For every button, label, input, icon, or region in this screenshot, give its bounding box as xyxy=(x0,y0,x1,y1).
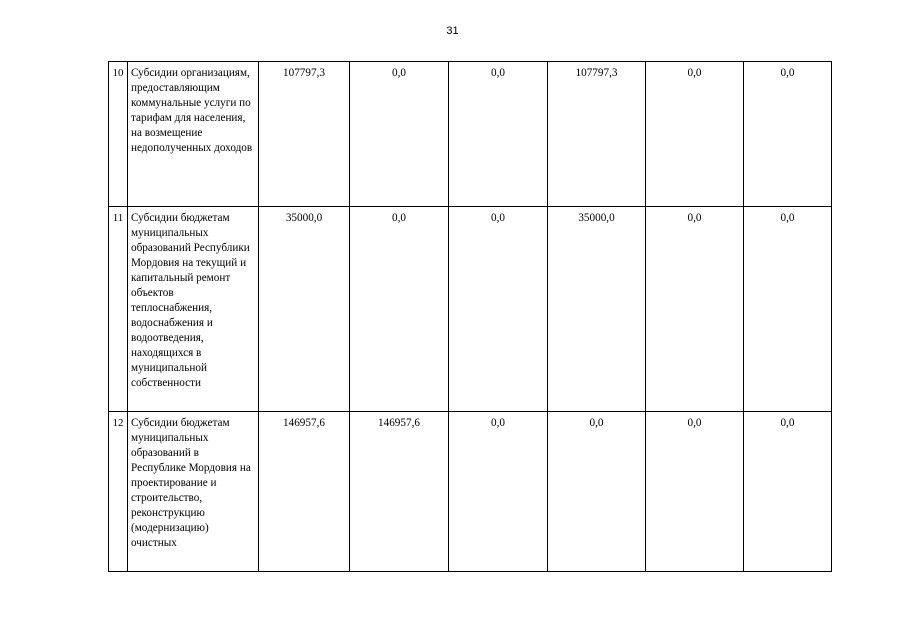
row-description: Субсидии бюджетам муниципальных образований в Республике Мордовия на проектирование и строительство, реконструкцию (модернизацию) очистных xyxy=(128,412,259,572)
value-cell: 0,0 xyxy=(449,62,548,207)
table-row xyxy=(109,412,832,572)
value-cell: 107797,3 xyxy=(259,62,350,207)
row-number: 12 xyxy=(109,412,128,572)
row-description: Субсидии организациям, предоставляющим коммунальные услуги по тарифам для населения, на возмещение недополученных доходов xyxy=(128,62,259,207)
value-cell: 0,0 xyxy=(646,207,744,412)
value-cell: 107797,3 xyxy=(548,62,646,207)
row-number: 11 xyxy=(109,207,128,412)
value-cell: 0,0 xyxy=(744,62,832,207)
value-cell: 35000,0 xyxy=(259,207,350,412)
row-description: Субсидии бюджетам муниципальных образований Республики Мордовия на текущий и капитальный ремонт объектов теплоснабжения, водоснабжения и водоотведения, находящихся в муниципальной собственности xyxy=(128,207,259,412)
value-cell: 0,0 xyxy=(350,207,449,412)
value-cell: 0,0 xyxy=(744,412,832,572)
value-cell: 146957,6 xyxy=(259,412,350,572)
value-cell: 0,0 xyxy=(646,412,744,572)
row-number: 10 xyxy=(109,62,128,207)
value-cell: 0,0 xyxy=(548,412,646,572)
value-cell: 0,0 xyxy=(646,62,744,207)
value-cell: 0,0 xyxy=(744,207,832,412)
value-cell: 35000,0 xyxy=(548,207,646,412)
budget-table xyxy=(108,61,832,572)
table-row xyxy=(109,207,832,412)
table-row xyxy=(109,62,832,207)
value-cell: 0,0 xyxy=(350,62,449,207)
value-cell: 0,0 xyxy=(449,207,548,412)
value-cell: 146957,6 xyxy=(350,412,449,572)
page-number: 31 xyxy=(446,25,459,37)
value-cell: 0,0 xyxy=(449,412,548,572)
